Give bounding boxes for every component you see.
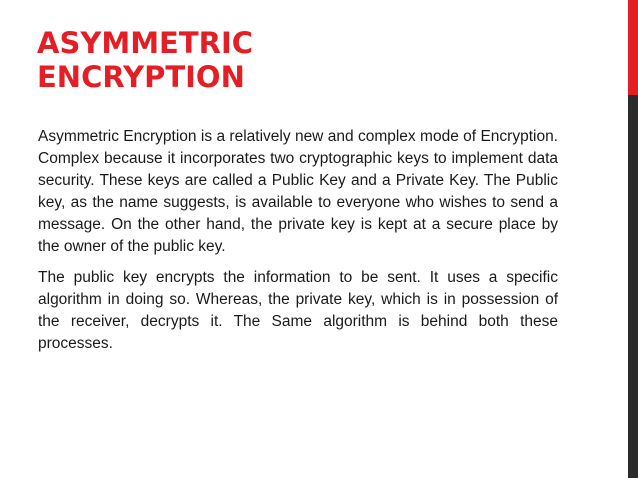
side-bar: [628, 0, 638, 478]
body-paragraph-2: The public key encrypts the information to be sent. It uses a specific algorithm in doing so. Whereas, the private key, which is in possession of the receiver, decrypts it. The Same algorithm is behind both these processes.: [38, 269, 558, 352]
slide-title: [37, 26, 577, 94]
body-paragraph-1: Asymmetric Encryption is a relatively new and complex mode of Encryption. Complex because it incorporates two cryptographic keys to implement data security. These keys are called a Public Key and a Private Key. The Public key, as the name suggests, is available to everyone who wishes to send a message. On the other hand, the private key is kept at a secure place by the owner of the public key.: [38, 128, 558, 255]
side-bar-accent: [628, 0, 638, 95]
slide-title-line-1: ASYMMETRIC: [37, 26, 254, 60]
slide-body: [38, 126, 558, 364]
slide-title-line-2: ENCRYPTION: [37, 60, 245, 94]
